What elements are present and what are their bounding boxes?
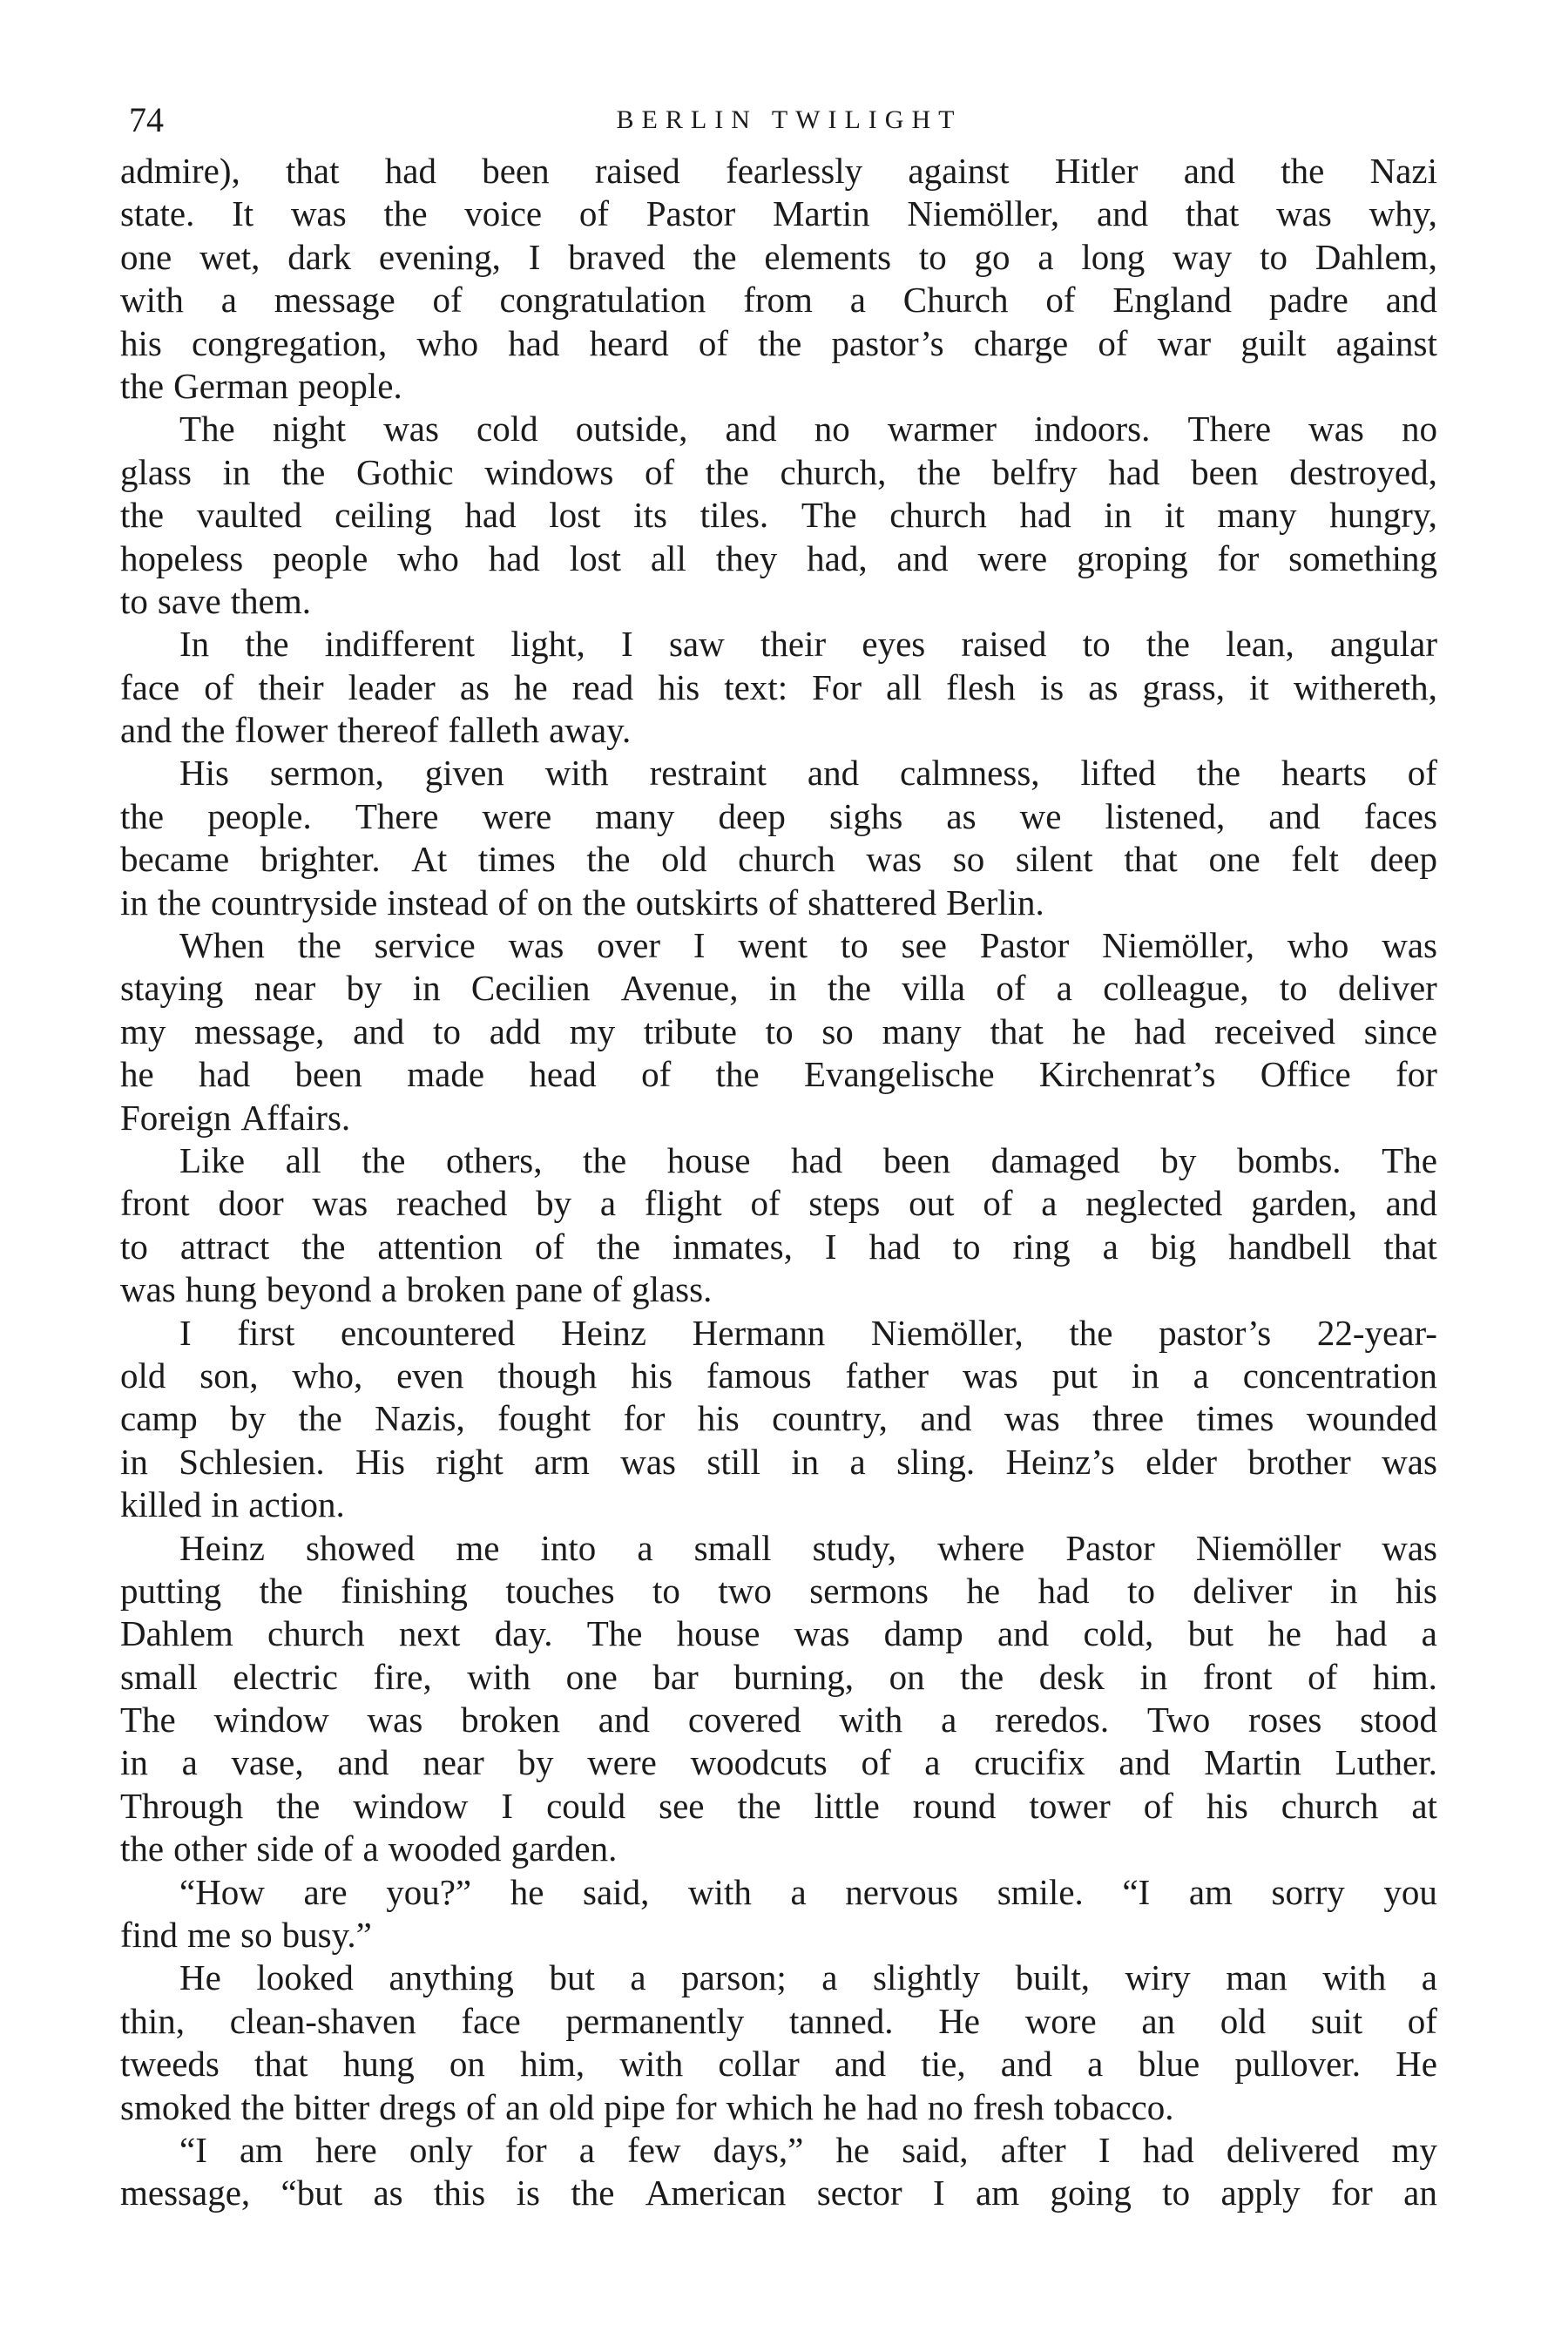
text-line: hopeless people who had lost all they had, and were groping for something <box>120 537 1437 578</box>
text-line: The night was cold outside, and no warmer indoors. There was no <box>179 409 1437 449</box>
text-line: the German people. <box>120 365 402 406</box>
text-line: in Schlesien. His right arm was still in a sling. Heinz’s elder brother was <box>120 1441 1437 1482</box>
text-line: was hung beyond a broken pane of glass. <box>120 1269 713 1310</box>
page-header <box>120 94 1427 146</box>
text-line: became brighter. At times the old church was so silent that one felt deep <box>120 839 1437 880</box>
text-line: putting the finishing touches to two sermons he had to deliver in his <box>120 1570 1437 1611</box>
text-line: my message, and to add my tribute to so many that he had received since <box>120 1010 1437 1051</box>
body-text <box>120 150 1437 2215</box>
text-line: “How are you?” he said, with a nervous smile. “I am sorry you <box>179 1871 1437 1912</box>
page-number: 74 <box>129 100 164 139</box>
text-line: I first encountered Heinz Hermann Niemöller, the pastor’s 22-year- <box>179 1312 1437 1353</box>
text-line: face of their leader as he read his text: For all flesh is as grass, it withereth, <box>120 666 1437 707</box>
text-line: in a vase, and near by were woodcuts of a crucifix and Martin Luther. <box>120 1742 1437 1783</box>
text-line: to save them. <box>120 580 311 621</box>
text-line: and the flower thereof falleth away. <box>120 710 632 751</box>
text-line: killed in action. <box>120 1484 345 1525</box>
text-line: His sermon, given with restraint and calmness, lifted the hearts of <box>179 753 1437 794</box>
text-line: Dahlem church next day. The house was damp and cold, but he had a <box>120 1613 1437 1654</box>
text-line: his congregation, who had heard of the pastor’s charge of war guilt against <box>120 322 1437 363</box>
text-line: smoked the bitter dregs of an old pipe for which he had no fresh tobacco. <box>120 2086 1174 2127</box>
text-line: with a message of congratulation from a Church of England padre and <box>120 280 1437 321</box>
text-line: one wet, dark evening, I braved the elements to go a long way to Dahlem, <box>120 236 1437 277</box>
text-line: Through the window I could see the little round tower of his church at <box>120 1785 1437 1826</box>
text-line: in the countryside instead of on the outskirts of shattered Berlin. <box>120 882 1044 923</box>
text-line: admire), that had been raised fearlessly against Hitler and the Nazi <box>120 151 1437 191</box>
text-line: Heinz showed me into a small study, where Pastor Niemöller was <box>179 1527 1437 1568</box>
text-line: glass in the Gothic windows of the church, the belfry had been destroyed, <box>120 451 1437 492</box>
text-line: tweeds that hung on him, with collar and tie, and a blue pullover. He <box>120 2044 1437 2085</box>
text-line: state. It was the voice of Pastor Martin Niemöller, and that was why, <box>120 193 1437 234</box>
text-line: small electric fire, with one bar burning, on the desk in front of him. <box>120 1656 1437 1697</box>
text-line: Like all the others, the house had been damaged by bombs. The <box>179 1139 1437 1180</box>
text-line: He looked anything but a parson; a slightly built, wiry man with a <box>179 1957 1437 1998</box>
text-line: he had been made head of the Evangelische Kirchenrat’s Office for <box>120 1054 1437 1095</box>
text-line: front door was reached by a flight of steps out of a neglected garden, and <box>120 1183 1437 1224</box>
text-line: In the indifferent light, I saw their eyes raised to the lean, angular <box>179 624 1437 665</box>
text-line: the vaulted ceiling had lost its tiles. The church had in it many hungry, <box>120 495 1437 536</box>
text-line: thin, clean-shaven face permanently tanned. He wore an old suit of <box>120 2000 1437 2041</box>
text-line: find me so busy.” <box>120 1915 372 1956</box>
text-line: camp by the Nazis, fought for his country, and was three times wounded <box>120 1398 1437 1439</box>
text-line: to attract the attention of the inmates, I had to ring a big handbell that <box>120 1226 1437 1267</box>
text-line: the other side of a wooded garden. <box>120 1828 618 1869</box>
text-line: staying near by in Cecilien Avenue, in the villa of a colleague, to deliver <box>120 968 1437 1009</box>
text-line: message, “but as this is the American sector I am going to apply for an <box>120 2173 1437 2213</box>
text-line: When the service was over I went to see Pastor Niemöller, who was <box>179 925 1437 966</box>
text-line: the people. There were many deep sighs as we listened, and faces <box>120 795 1437 836</box>
text-line: Foreign Affairs. <box>120 1097 351 1138</box>
text-line: old son, who, even though his famous father was put in a concentration <box>120 1355 1437 1396</box>
text-line: “I am here only for a few days,” he said, after I had delivered my <box>179 2129 1437 2170</box>
text-line: The window was broken and covered with a reredos. Two roses stood <box>120 1700 1437 1740</box>
running-head: BERLIN TWILIGHT <box>616 105 963 134</box>
